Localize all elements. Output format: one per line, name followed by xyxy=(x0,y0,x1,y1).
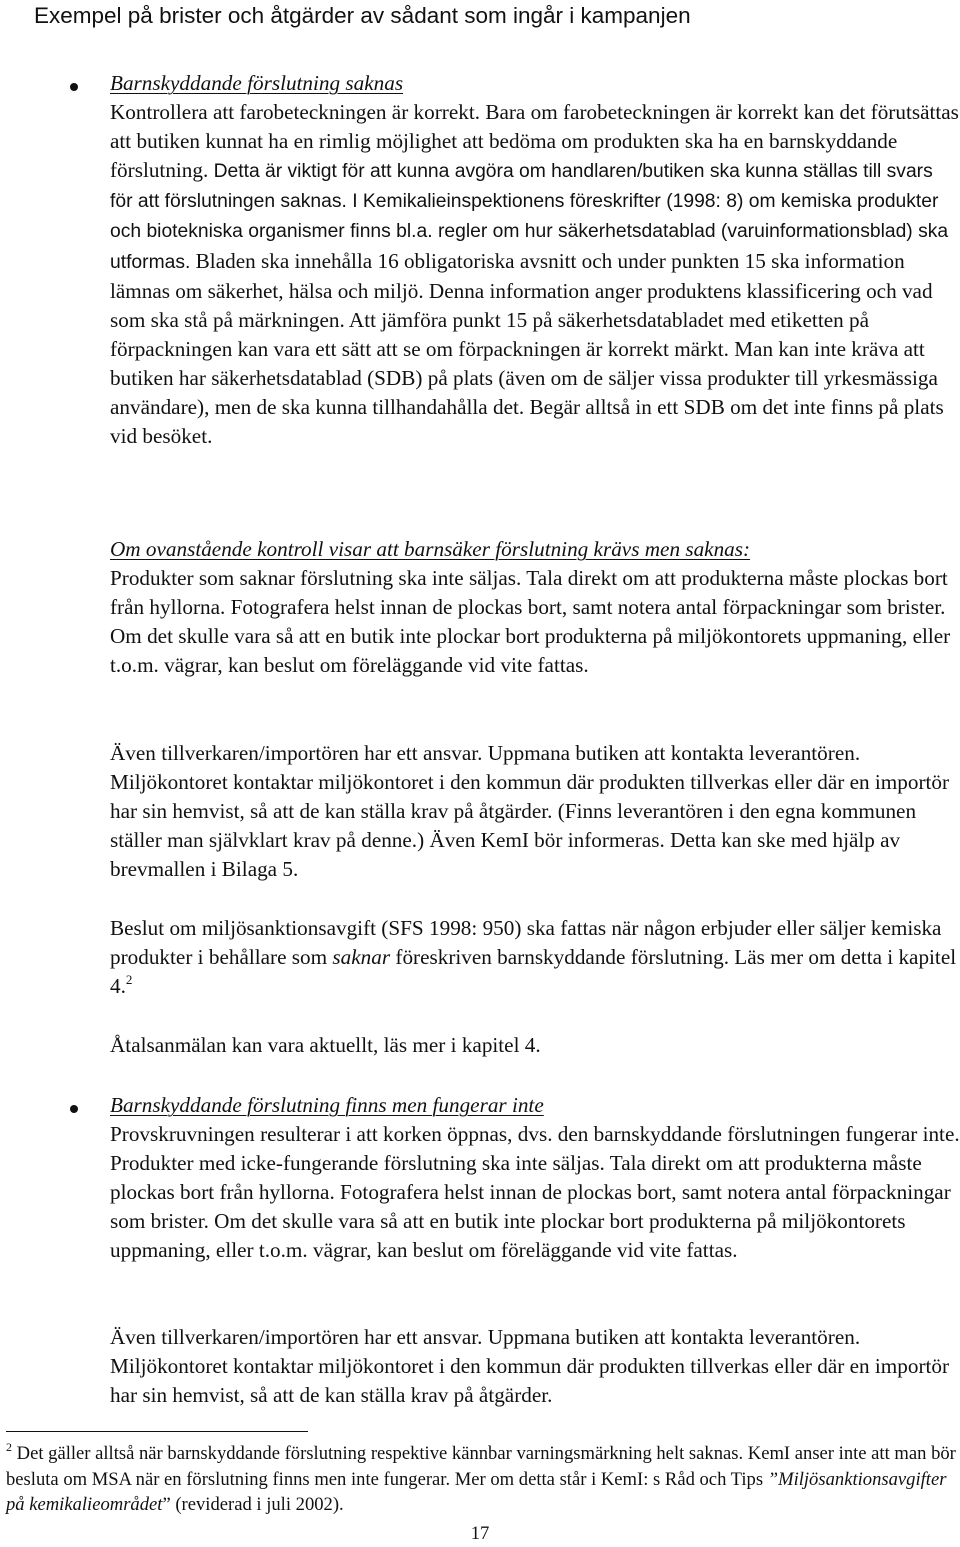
footnote-text-a: Det gäller alltså när barnskyddande förslutning respektive kännbar varningsmärkning helt saknas. KemI anser inte att man bör besluta om MSA när en förslutning finns men inte fungerar. Mer om detta står i KemI: s Råd och Tips xyxy=(6,1443,956,1490)
section-1-text-b: Detta är viktigt för att kunna avgöra om handlaren/butiken ska kunna ställas till svars för att förslutningen saknas. I Kemikalieinspektionens föreskrifter (1998: 8) om kemiska produkter och biotekniska organismer finns bl.a. regler om hur säkerhetsdatablad (varuinformationsblad) ska utformas. xyxy=(110,161,949,273)
section-1-condition-heading: Om ovanstående kontroll visar att barnsäker förslutning krävs men saknas: xyxy=(110,537,751,561)
bullet-icon xyxy=(70,83,78,91)
footnote xyxy=(6,1441,956,1518)
section-1-paragraph-3: Även tillverkaren/importören har ett ansvar. Uppmana butiken att kontakta leverantören. Miljökontoret kontaktar miljökontoret i den kommun där produkten tillverkas eller där en importör har sin hemvist, så att de kan ställa krav på åtgärder. (Finns leverantören i den egna kommunen ställer man självklart krav på denne.) Även KemI bör informeras. Detta kan ske med hjälp av brevmallen i Bilaga 5. xyxy=(110,741,950,882)
section-2-title: Barnskyddande förslutning finns men fungerar inte xyxy=(110,1093,544,1117)
section-2-text: Provskruvningen resulterar i att korken öppnas, dvs. den barnskyddande förslutningen fungerar inte. Produkter med icke-fungerande förslutning ska inte säljas. Tala direkt om att produkterna måste plockas bort från hyllorna. Fotografera helst innan de plockas bort, samt notera antal förpackningar som brister. Om det skulle vara så att en butik inte plockar bort produkterna på miljökontorets uppmaning, eller t.o.m. vägrar, kan beslut om föreläggande vid vite fattas. xyxy=(110,1122,960,1263)
section-1-p4-b: föreskriven barnskyddande förslutning. Läs mer om detta i kapitel 4. xyxy=(110,945,957,999)
section-1-paragraph-1 xyxy=(110,69,960,451)
footnote-marker: 2 xyxy=(6,1440,12,1454)
footnote-reference: 2 xyxy=(125,972,133,988)
footnote-text-b: ” (reviderad i juli 2002). xyxy=(162,1494,344,1515)
section-2-paragraph-1 xyxy=(110,1091,960,1266)
section-1-paragraph-2 xyxy=(110,535,960,680)
footnote-citation: ”Miljösanktionsavgifter på kemikalieområdet xyxy=(6,1468,947,1515)
section-1-text-a: Kontrollera att farobeteckningen är korrekt. Bara om farobeteckningen är korrekt kan det förutsättas att butiken kunnat ha en rimlig möjlighet att bedöma om produkten ska ha en barnskyddande förslutning. xyxy=(110,100,959,183)
section-1-paragraph-5: Åtalsanmälan kan vara aktuellt, läs mer i kapitel 4. xyxy=(110,1033,541,1057)
section-1-paragraph-4 xyxy=(110,914,960,1001)
section-1-title: Barnskyddande förslutning saknas xyxy=(110,71,404,95)
footnote-divider xyxy=(6,1431,308,1432)
section-1-condition-text: Produkter som saknar förslutning ska inte säljas. Tala direkt om att produkterna måste plockas bort från hyllorna. Fotografera helst innan de plockas bort, samt notera antal förpackningar som brister. Om det skulle vara så att en butik inte plockar bort produkterna på miljökontorets uppmaning, eller t.o.m. vägrar, kan beslut om föreläggande vid vite fattas. xyxy=(110,566,951,678)
section-1-p4-em: saknar xyxy=(332,945,391,970)
section-2-paragraph-2: Även tillverkaren/importören har ett ansvar. Uppmana butiken att kontakta leverantören. Miljökontoret kontaktar miljökontoret i den kommun där produkten tillverkas eller där en importör har sin hemvist, så att de kan ställa krav på åtgärder. xyxy=(110,1325,950,1408)
section-1-text-c: Bladen ska innehålla 16 obligatoriska avsnitt och under punkten 15 ska information lämnas om säkerhet, hälsa och miljö. Denna information anger produktens klassificering och vad som ska stå på märkningen. Att jämföra punkt 15 på säkerhetsdatabladet med etiketten på förpackningen kan vara ett sätt att se om förpackningen är korrekt märkt. Man kan inte kräva att butiken har säkerhetsdatablad (SDB) på plats (även om de säljer vissa produkter till yrkesmässiga användare), men de ska kunna tillhandahålla det. Begär alltså in ett SDB om det inte finns på plats vid besöket. xyxy=(110,248,944,449)
section-1-p4-a: Beslut om miljösanktionsavgift (SFS 1998: 950) ska fattas när någon erbjuder eller säljer kemiska produkter i behållare som xyxy=(110,916,942,970)
bullet-icon xyxy=(70,1105,78,1113)
page-number: 17 xyxy=(470,1523,490,1544)
page-heading: Exempel på brister och åtgärder av sådant som ingår i kampanjen xyxy=(34,3,691,28)
